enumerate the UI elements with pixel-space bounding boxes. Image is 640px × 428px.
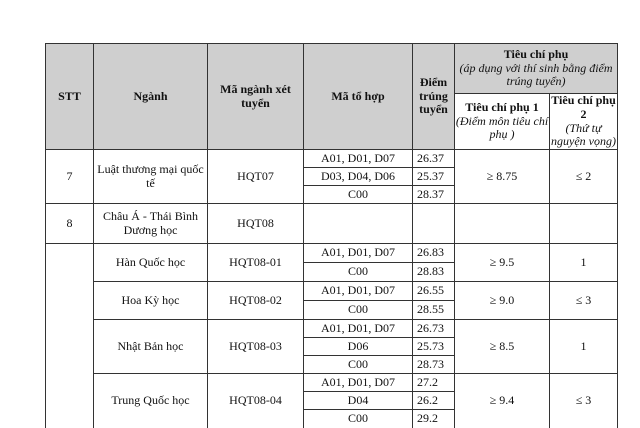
tcp2-cell: 1 xyxy=(550,244,618,282)
table-row xyxy=(46,244,618,263)
ma-nganh-cell: HQT08-04 xyxy=(208,374,304,428)
ma-nganh-cell: HQT07 xyxy=(208,150,304,204)
header-tcp2-title: Tiêu chí phụ 2 xyxy=(551,93,616,121)
score-cell xyxy=(413,204,455,244)
nganh-cell: Luật thương mại quốc tế xyxy=(94,150,208,204)
tcp2-cell: ≤ 3 xyxy=(550,374,618,428)
header-tieu-chi-phu xyxy=(455,44,618,94)
combo-cell: C00 xyxy=(304,263,413,282)
score-cell: 26.73 xyxy=(413,320,455,338)
score-cell: 26.83 xyxy=(413,244,455,263)
header-row-1 xyxy=(46,44,618,94)
score-cell: 28.55 xyxy=(413,301,455,320)
combo-cell: A01, D01, D07 xyxy=(304,244,413,263)
combo-cell: C00 xyxy=(304,356,413,374)
score-cell: 28.73 xyxy=(413,356,455,374)
tcp2-cell: ≤ 2 xyxy=(550,150,618,204)
nganh-cell: Trung Quốc học xyxy=(94,374,208,428)
score-cell: 27.2 xyxy=(413,374,455,392)
nganh-cell: Hoa Kỳ học xyxy=(94,282,208,320)
table-row xyxy=(46,282,618,301)
header-tieu-chi-phu-note: (áp dụng với thí sinh bằng điểm trúng tuyển) xyxy=(459,60,613,89)
combo-cell: C00 xyxy=(304,301,413,320)
header-tcp1 xyxy=(455,94,550,150)
tcp1-cell: ≥ 9.0 xyxy=(455,282,550,320)
ma-nganh-cell: HQT08 xyxy=(208,204,304,244)
score-cell: 25.73 xyxy=(413,338,455,356)
header-tcp1-note: (Điểm môn tiêu chí phụ ) xyxy=(455,113,549,142)
header-nganh: Ngành xyxy=(94,44,208,150)
tcp1-cell xyxy=(455,204,550,244)
score-cell: 28.37 xyxy=(413,186,455,204)
header-ma-to-hop: Mã tổ hợp xyxy=(304,44,413,150)
table-row xyxy=(46,320,618,338)
combo-cell: A01, D01, D07 xyxy=(304,150,413,168)
header-diem: Điểm trúng tuyển xyxy=(413,44,455,150)
admission-score-table xyxy=(45,43,618,428)
score-cell: 29.2 xyxy=(413,410,455,428)
stt-cell: 7 xyxy=(46,150,94,204)
header-tcp2-note: (Thứ tự nguyện vọng) xyxy=(551,120,616,149)
nganh-cell: Hàn Quốc học xyxy=(94,244,208,282)
tcp2-cell xyxy=(550,204,618,244)
combo-cell: C00 xyxy=(304,410,413,428)
stt-cell: 8 xyxy=(46,204,94,244)
header-tcp2 xyxy=(550,94,618,150)
score-cell: 26.55 xyxy=(413,282,455,301)
score-cell: 26.37 xyxy=(413,150,455,168)
tcp1-cell: ≥ 8.75 xyxy=(455,150,550,204)
tcp2-cell: 1 xyxy=(550,320,618,374)
header-tcp1-title: Tiêu chí phụ 1 xyxy=(465,99,539,114)
combo-cell: C00 xyxy=(304,186,413,204)
tcp2-cell: ≤ 3 xyxy=(550,282,618,320)
header-stt: STT xyxy=(46,44,94,150)
score-cell: 25.37 xyxy=(413,168,455,186)
ma-nganh-cell: HQT08-02 xyxy=(208,282,304,320)
header-ma-nganh: Mã ngành xét tuyển xyxy=(208,44,304,150)
ma-nganh-cell: HQT08-01 xyxy=(208,244,304,282)
score-cell: 26.2 xyxy=(413,392,455,410)
combo-cell: A01, D01, D07 xyxy=(304,374,413,392)
header-tieu-chi-phu-title: Tiêu chí phụ xyxy=(503,46,569,61)
table-row xyxy=(46,150,618,168)
combo-cell: A01, D01, D07 xyxy=(304,320,413,338)
combo-cell: A01, D01, D07 xyxy=(304,282,413,301)
nganh-cell: Nhật Bản học xyxy=(94,320,208,374)
combo-cell: D04 xyxy=(304,392,413,410)
combo-cell: D06 xyxy=(304,338,413,356)
score-cell: 28.83 xyxy=(413,263,455,282)
ma-nganh-cell: HQT08-03 xyxy=(208,320,304,374)
combo-cell xyxy=(304,204,413,244)
nganh-cell: Châu Á - Thái Bình Dương học xyxy=(94,204,208,244)
combo-cell: D03, D04, D06 xyxy=(304,168,413,186)
table-row xyxy=(46,374,618,392)
tcp1-cell: ≥ 9.4 xyxy=(455,374,550,428)
tcp1-cell: ≥ 8.5 xyxy=(455,320,550,374)
tcp1-cell: ≥ 9.5 xyxy=(455,244,550,282)
table-row xyxy=(46,204,618,244)
stt-cell xyxy=(46,244,94,428)
